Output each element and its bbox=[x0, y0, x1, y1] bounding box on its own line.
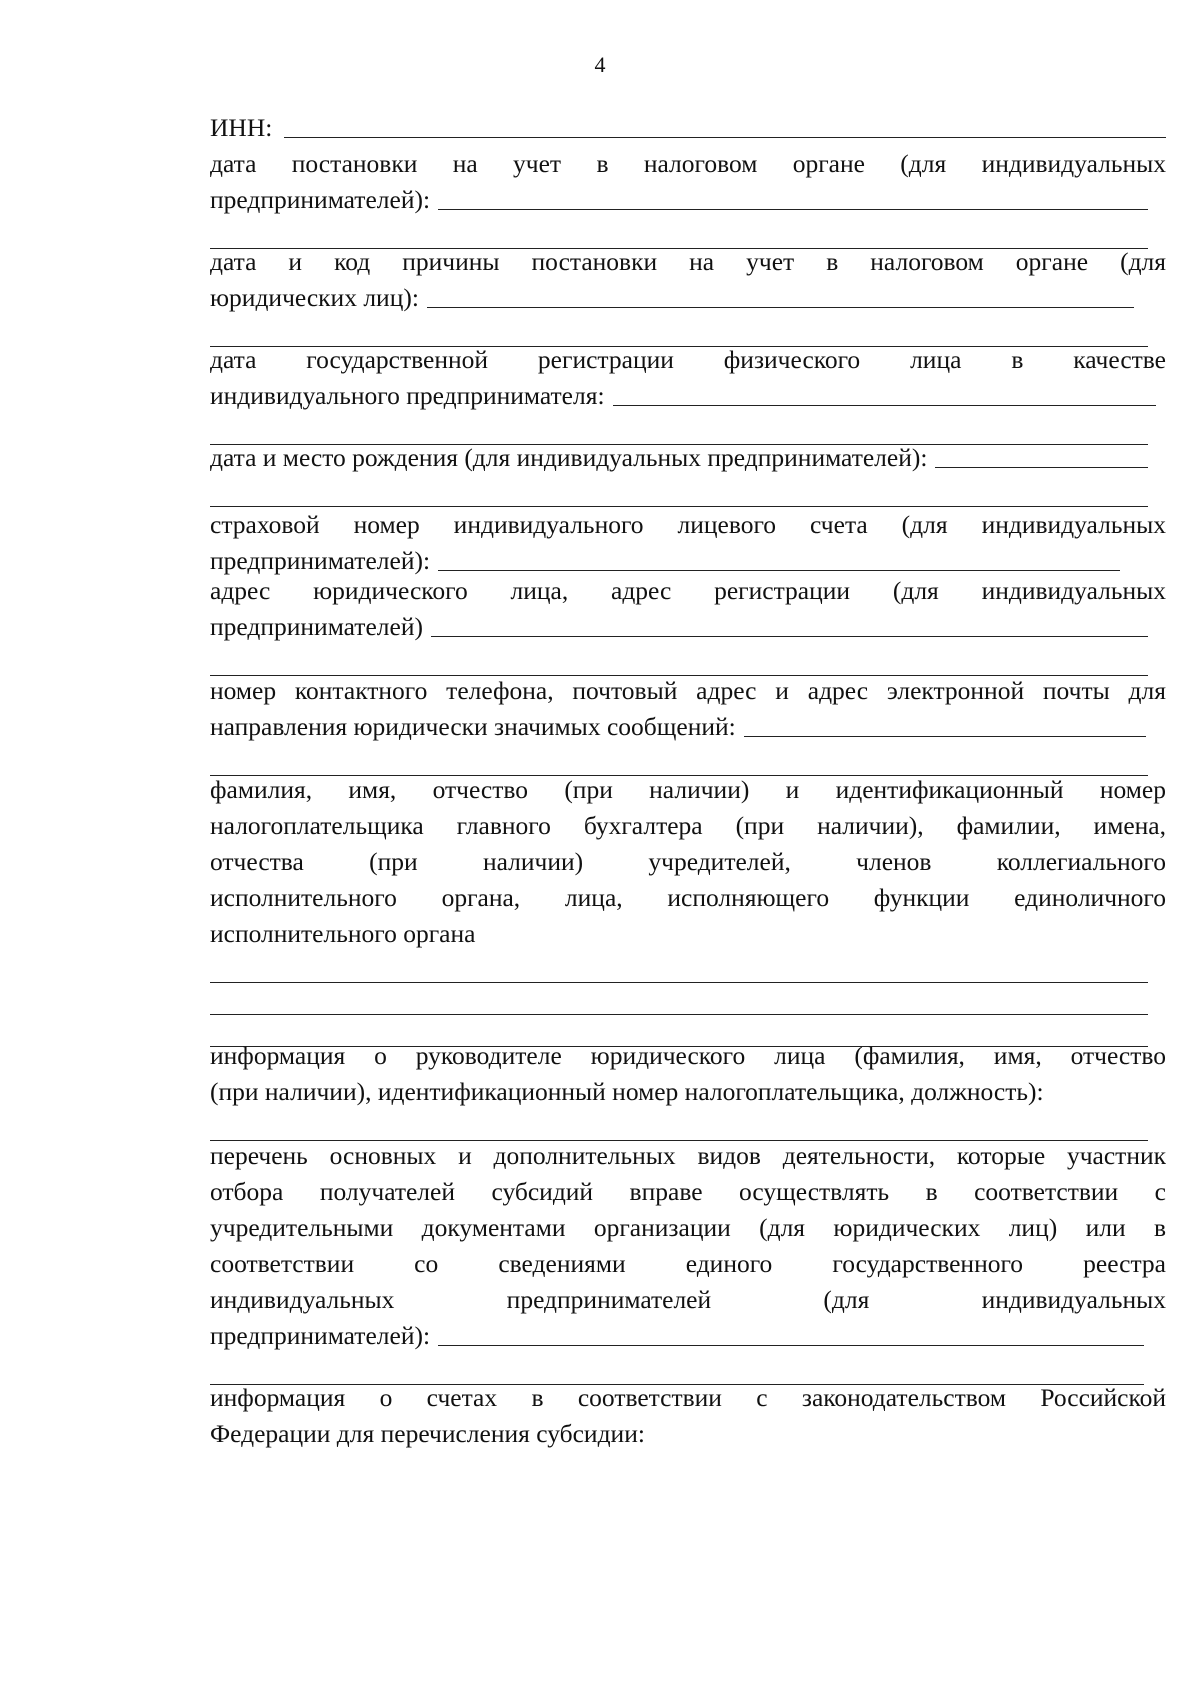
birth-input-line[interactable] bbox=[935, 467, 1148, 468]
activities-field bbox=[210, 1138, 1166, 1385]
snils-field bbox=[210, 507, 1166, 579]
persons-text-line-2: налогоплательщика главного бухгалтера (при наличии), фамилии, имена, bbox=[210, 811, 1166, 840]
accounts-field bbox=[210, 1380, 1166, 1452]
contacts-text-line-1: номер контактного телефона, почтовый адрес и адрес электронной почты для bbox=[210, 676, 1166, 705]
address-text-line-2: предпринимателей) bbox=[210, 612, 423, 641]
persons-text-line-4: исполнительного органа, лица, исполняющего функции единоличного bbox=[210, 883, 1166, 912]
page-number: 4 bbox=[594, 52, 606, 77]
head-text-line-2: (при наличии), идентификационный номер налогоплательщика, должность): bbox=[210, 1077, 1044, 1106]
contacts-input-line[interactable] bbox=[744, 736, 1146, 737]
kpp-text-line-2: юридических лиц): bbox=[210, 283, 419, 312]
tax-date-text-line-1: дата постановки на учет в налоговом органе (для индивидуальных bbox=[210, 149, 1166, 178]
persons-text-line-5: исполнительного органа bbox=[210, 919, 476, 948]
head-text-line-1: информация о руководителе юридического лица (фамилия, имя, отчество bbox=[210, 1041, 1166, 1070]
address-text-line-1: адрес юридического лица, адрес регистрации (для индивидуальных bbox=[210, 576, 1166, 605]
activities-text-line-1: перечень основных и дополнительных видов деятельности, которые участник bbox=[210, 1141, 1166, 1170]
kpp-text-line-1: дата и код причины постановки на учет в налоговом органе (для bbox=[210, 247, 1166, 276]
activities-text-line-2: отбора получателей субсидий вправе осуществлять в соответствии с bbox=[210, 1177, 1166, 1206]
persons-input-line-1[interactable] bbox=[210, 982, 1148, 983]
registration-input-line[interactable] bbox=[613, 405, 1156, 406]
inn-field bbox=[210, 110, 1166, 146]
address-input-line[interactable] bbox=[431, 636, 1148, 637]
activities-text-line-3: учредительными документами организации (для юридических лиц) или в bbox=[210, 1213, 1166, 1242]
accounts-text-line-2: Федерации для перечисления субсидии: bbox=[210, 1419, 645, 1448]
state-registration-field bbox=[210, 342, 1166, 445]
registration-text-line-2: индивидуального предпринимателя: bbox=[210, 381, 605, 410]
snils-text-line-1: страховой номер индивидуального лицевого счета (для индивидуальных bbox=[210, 510, 1166, 539]
contacts-field bbox=[210, 673, 1166, 776]
persons-input-line-2[interactable] bbox=[210, 1014, 1148, 1015]
accounts-text-line-1: информация о счетах в соответствии с законодательством Российской bbox=[210, 1383, 1166, 1412]
tax-date-input-line[interactable] bbox=[438, 209, 1148, 210]
birth-field bbox=[210, 440, 1166, 507]
activities-input-line[interactable] bbox=[438, 1345, 1144, 1346]
head-field bbox=[210, 1038, 1166, 1141]
activities-text-line-6: предпринимателей): bbox=[210, 1321, 431, 1350]
snils-input-line[interactable] bbox=[438, 570, 1120, 571]
address-field bbox=[210, 573, 1166, 676]
persons-text-line-3: отчества (при наличии) учредителей, членов коллегиального bbox=[210, 847, 1166, 876]
activities-text-line-5: индивидуальных предпринимателей (для индивидуальных bbox=[210, 1285, 1166, 1314]
activities-text-line-4: соответствии со сведениями единого государственного реестра bbox=[210, 1249, 1166, 1278]
persons-text-line-1: фамилия, имя, отчество (при наличии) и идентификационный номер bbox=[210, 775, 1166, 804]
contacts-text-line-2: направления юридически значимых сообщений: bbox=[210, 712, 736, 741]
snils-text-line-2: предпринимателей): bbox=[210, 546, 431, 575]
birth-text: дата и место рождения (для индивидуальных предпринимателей): bbox=[210, 443, 928, 472]
tax-registration-date-field bbox=[210, 146, 1166, 249]
tax-date-text-line-2: предпринимателей): bbox=[210, 185, 431, 214]
registration-text-line-1: дата государственной регистрации физического лица в качестве bbox=[210, 345, 1166, 374]
persons-field bbox=[210, 772, 1166, 1047]
kpp-input-line[interactable] bbox=[427, 307, 1134, 308]
kpp-field bbox=[210, 244, 1166, 347]
inn-input-line[interactable] bbox=[284, 137, 1166, 138]
inn-label: ИНН: bbox=[210, 113, 273, 142]
